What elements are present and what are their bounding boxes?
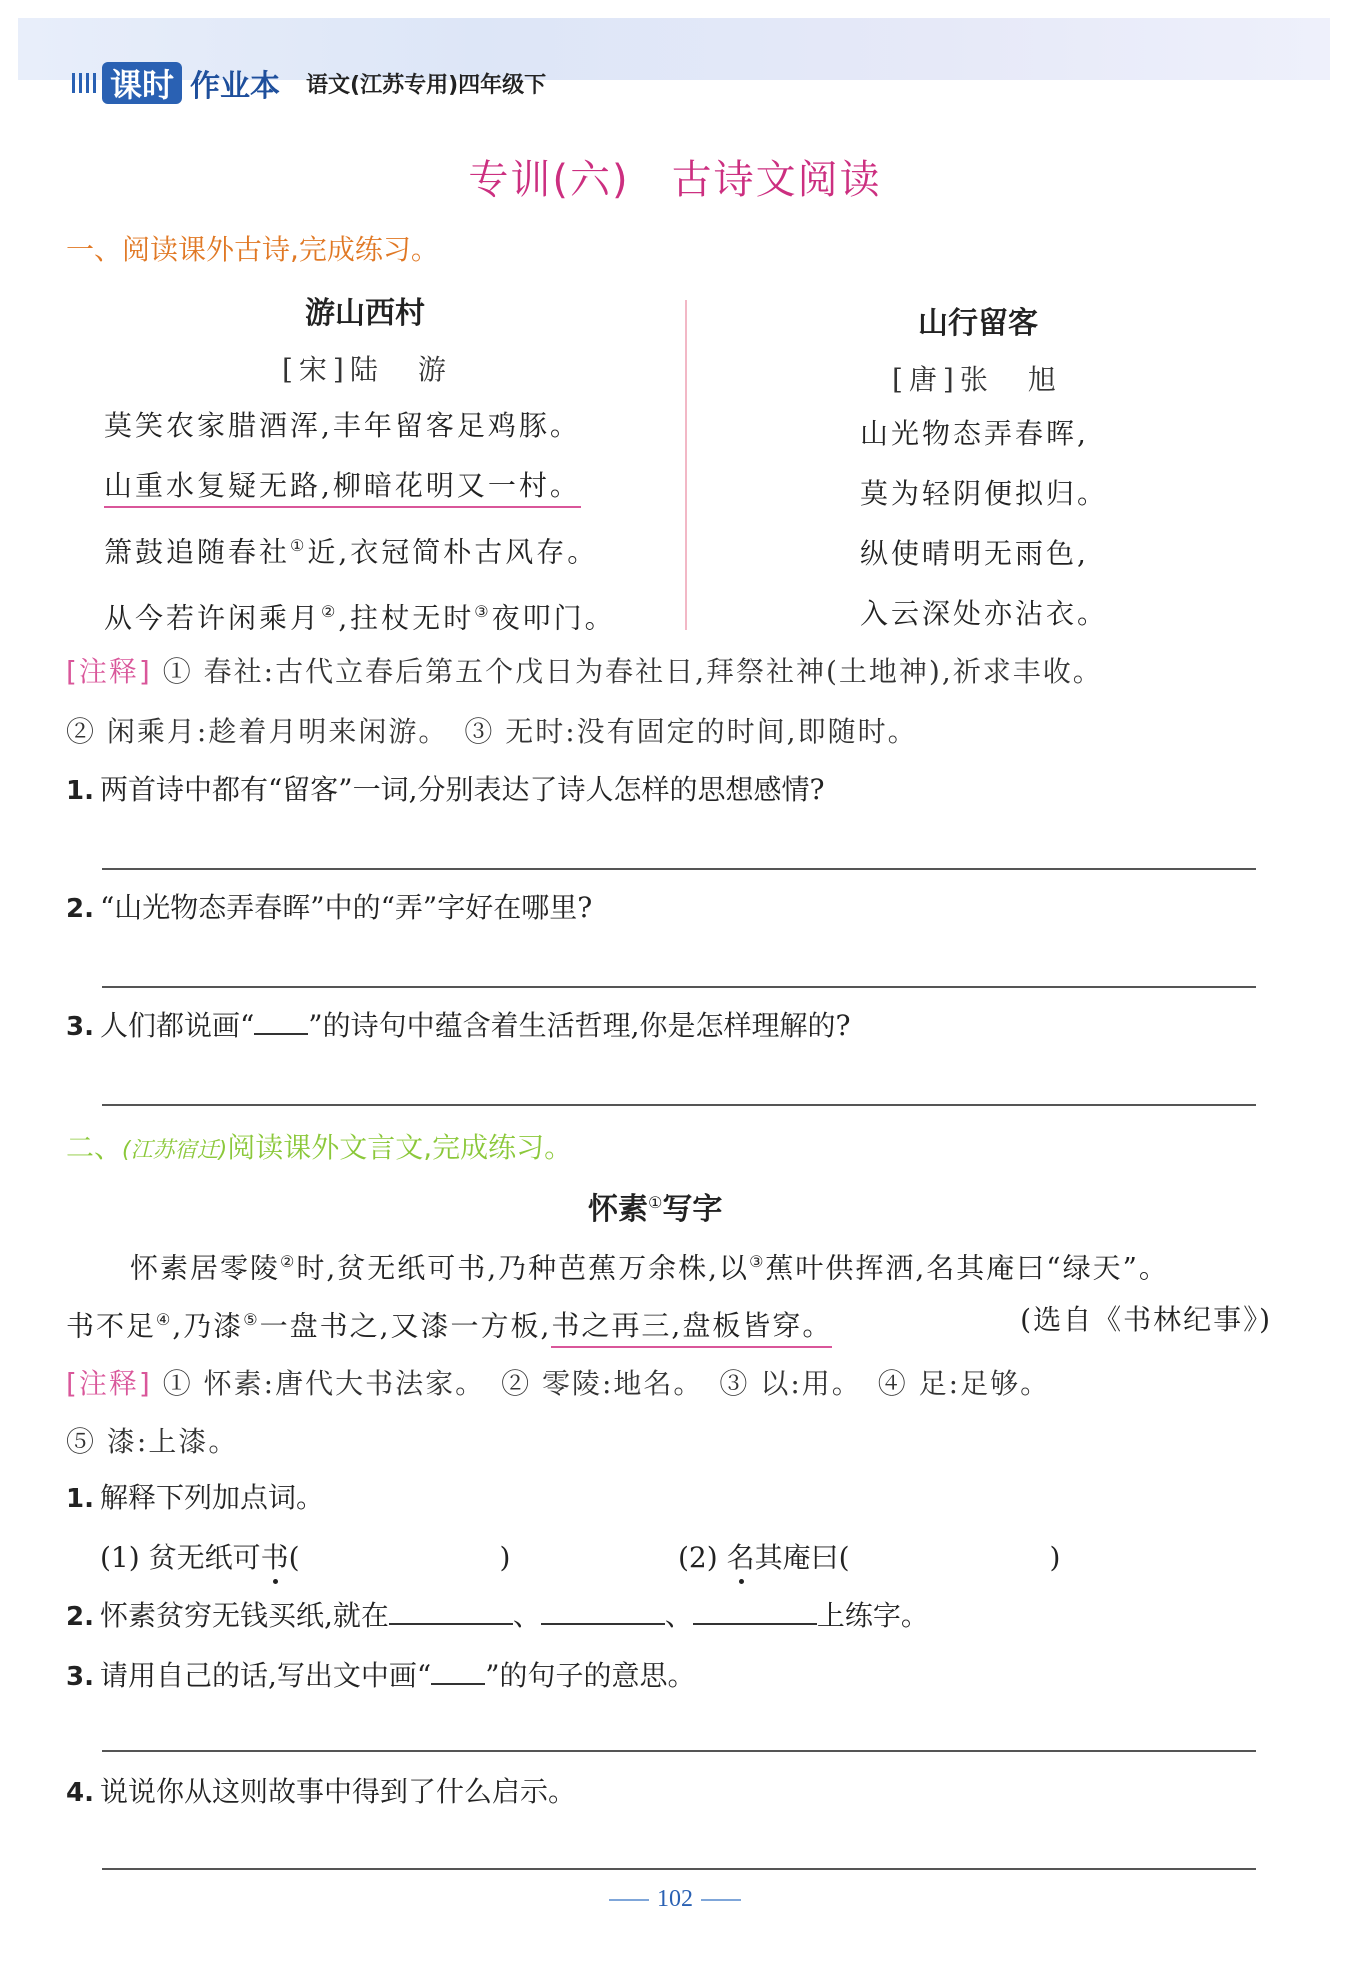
poem1-line2: 山重水复疑无路,柳暗花明又一村。: [104, 456, 616, 516]
page-number: 102: [0, 1886, 1350, 1913]
section2-note1: [注释] ① 怀素:唐代大书法家。 ② 零陵:地名。 ③ 以:用。 ④ 足:足够。: [66, 1367, 1051, 1400]
s2-q1-item1: (1) 贫无纸可书( ): [100, 1541, 511, 1574]
answer-line[interactable]: [102, 1750, 1256, 1752]
story-source: (选自《书林纪事》): [1020, 1303, 1272, 1336]
story-title: 怀素①写字: [588, 1192, 723, 1227]
poem2-line1: 山光物态弄春晖,: [860, 417, 1089, 450]
section2-note2: ⑤ 漆:上漆。: [66, 1425, 239, 1458]
s2-question-2: 2. 怀素贫穷无钱买纸,就在 、 、 上练字。: [66, 1599, 929, 1632]
poem2-author: [唐]张 旭: [892, 363, 1062, 396]
title-part1: 专训(六): [468, 157, 630, 203]
s2-question-3: 3. 请用自己的话,写出文中画“ ”的句子的意思。: [66, 1659, 696, 1692]
answer-blank[interactable]: [541, 1623, 665, 1625]
stripe-decoration: [72, 73, 96, 93]
poem2-line3: 纵使晴明无雨色,: [860, 537, 1089, 570]
s2-question-4: 4. 说说你从这则故事中得到了什么启示。: [66, 1775, 576, 1808]
note-tag: [注释]: [66, 655, 152, 688]
answer-line[interactable]: [102, 868, 1256, 870]
poem2-body: [860, 404, 1108, 644]
header: [72, 58, 546, 108]
underlined-sentence: 书之再三,盘板皆穿。: [551, 1309, 832, 1348]
section1-note2: ② 闲乘月:趁着月明来闲游。 ③ 无时:没有固定的时间,即随时。: [66, 715, 918, 748]
poem1-line3: 箫鼓追随春社①近,衣冠简朴古风存。: [104, 535, 599, 569]
poem1-title: 游山西村: [305, 296, 425, 331]
poem1-line1: 莫笑农家腊酒浑,丰年留客足鸡豚。: [104, 409, 581, 442]
prose-line1: 怀素居零陵②时,贫无纸可书,乃种芭蕉万余株,以③蕉叶供挥洒,名其庵曰“绿天”。: [130, 1251, 1169, 1285]
answer-line[interactable]: [102, 1868, 1256, 1870]
series-title: 语文(江苏专用)四年级下: [306, 72, 547, 98]
poem1-body: [104, 396, 616, 649]
prose-line2: 书不足④,乃漆⑤一盘书之,又漆一方板,书之再三,盘板皆穿。 (选自《书林纪事》): [66, 1290, 1266, 1356]
s1-question-3: 3. 人们都说画“ ”的诗句中蕴含着生活哲理,你是怎样理解的?: [66, 1009, 851, 1042]
page-title: [0, 148, 1350, 205]
section2-heading: 二、(江苏宿迁)阅读课外文言文,完成练习。: [66, 1131, 573, 1164]
poem1-line4: 从今若许闲乘月②,拄杖无时③夜叩门。: [104, 601, 616, 635]
poem2-title: 山行留客: [918, 306, 1038, 341]
logo-text: 作业本: [190, 69, 281, 104]
s1-question-2: 2. “山光物态弄春晖”中的“弄”字好在哪里?: [66, 891, 593, 924]
answer-line[interactable]: [102, 986, 1256, 988]
answer-blank[interactable]: [389, 1623, 513, 1625]
s2-q1-item2: (2) 名其庵曰( ): [678, 1541, 1061, 1574]
title-part2: 古诗文阅读: [671, 157, 882, 203]
answer-line[interactable]: [102, 1104, 1256, 1106]
poem2-line4: 入云深处亦沾衣。: [860, 597, 1109, 630]
section1-note1: [注释] ① 春社:古代立春后第五个戊日为春社日,拜祭社神(土地神),祈求丰收。: [66, 655, 1103, 688]
logo-box: 课时: [102, 62, 182, 104]
s1-question-1: 1. 两首诗中都有“留客”一词,分别表达了诗人怎样的思想感情?: [66, 773, 825, 806]
poem2-line2: 莫为轻阴便拟归。: [860, 477, 1109, 510]
section1-heading: 一、阅读课外古诗,完成练习。: [66, 233, 439, 266]
poem-divider: [685, 300, 687, 630]
answer-blank[interactable]: [693, 1623, 817, 1625]
s2-question-1: 1. 解释下列加点词。: [66, 1481, 324, 1514]
poem1-author: [宋]陆 游: [282, 353, 452, 386]
